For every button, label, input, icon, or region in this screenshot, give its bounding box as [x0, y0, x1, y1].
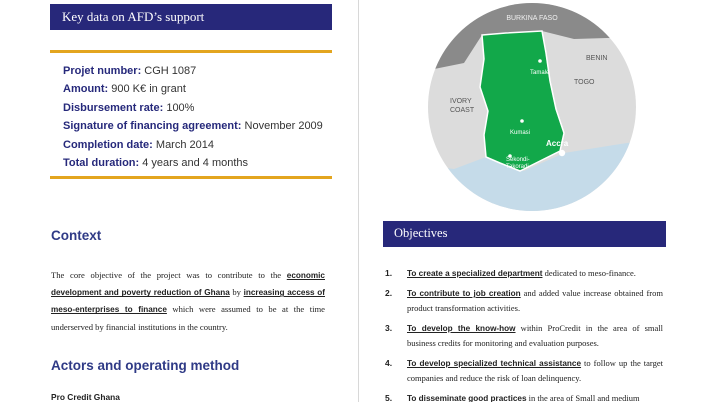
objective-item	[383, 391, 663, 402]
keydata-list	[63, 62, 323, 172]
context-text: The core objective of the project was to contribute to the	[51, 270, 287, 280]
objective-text: within ProCredit in the area of small business credits for monitoring and evaluation purposes.	[407, 323, 663, 348]
objective-number: 5.	[385, 393, 393, 402]
keydata-value: March 2014	[152, 138, 214, 151]
kumasi-dot	[520, 119, 524, 123]
objective-text: and added value increase obtained from product transformation activities.	[407, 288, 664, 313]
objective-emphasis: To develop the know-how	[407, 324, 516, 333]
label-kumasi: Kumasi	[510, 130, 531, 136]
objective-item	[383, 266, 663, 281]
objective-text: in the area of Small and medium	[526, 393, 640, 402]
keydata-label: Disbursement rate:	[63, 101, 164, 114]
keydata-value: 900 K€ in grant	[108, 83, 186, 96]
keydata-label: Amount:	[63, 83, 109, 96]
objective-text: to follow up the target companies and reduce the risk of loan delinquency.	[407, 358, 663, 383]
objective-item	[383, 286, 663, 316]
label-takoradi: Takoradi	[506, 164, 529, 170]
objective-item	[383, 356, 663, 386]
label-sekondi: Sekondi-	[506, 157, 530, 163]
tamale-dot	[538, 59, 542, 63]
objective-emphasis: To create a specialized department	[407, 269, 543, 278]
keydata-item	[63, 62, 323, 80]
objective-number: 1.	[385, 268, 393, 278]
label-tamale: Tamale	[530, 70, 550, 76]
objective-number: 4.	[385, 358, 393, 368]
context-title: Context	[51, 228, 102, 243]
keydata-item	[63, 80, 323, 98]
keydata-value: CGH 1087	[141, 65, 197, 77]
keydata-value: 4 years and 4 months	[139, 157, 249, 170]
context-text: by	[229, 287, 244, 298]
label-burkina: BURKINA FASO	[506, 15, 558, 22]
label-togo: TOGO	[574, 79, 595, 86]
objectives-header: Objectives	[383, 221, 666, 247]
label-accra: Accra	[546, 139, 569, 148]
context-emphasis: economic development and poverty reduction of Ghana	[51, 271, 325, 298]
objective-emphasis: To develop specialized technical assistance	[407, 359, 582, 368]
gold-rule-top	[50, 50, 332, 53]
keydata-label: Completion date:	[63, 138, 153, 151]
objective-emphasis: To contribute to job creation	[407, 289, 521, 298]
objectives-list	[383, 266, 663, 402]
accra-dot	[559, 150, 565, 156]
keydata-header: Key data on AFD’s support	[50, 4, 332, 30]
keydata-value: November 2009	[241, 120, 323, 133]
objective-item	[383, 321, 663, 351]
objective-number: 2.	[385, 288, 393, 298]
context-paragraph	[51, 267, 325, 336]
objective-emphasis: To disseminate good practices	[407, 394, 527, 402]
objective-text: dedicated to meso-finance.	[542, 268, 636, 278]
keydata-value: 100%	[163, 101, 195, 114]
column-divider	[358, 0, 359, 402]
label-ivory: IVORY	[450, 98, 472, 105]
label-benin: BENIN	[586, 55, 608, 62]
keydata-label: Total duration:	[63, 157, 140, 170]
actors-title: Actors and operating method	[51, 358, 240, 373]
keydata-item	[63, 136, 323, 154]
keydata-item	[63, 154, 323, 172]
ghana-map-svg	[424, 1, 640, 213]
gold-rule-bottom	[50, 176, 332, 179]
label-coast: COAST	[450, 107, 475, 114]
keydata-label: Signature of financing agreement:	[63, 120, 242, 133]
actors-subtitle: Pro Credit Ghana	[51, 392, 120, 402]
keydata-item	[63, 99, 323, 117]
context-text: which were assumed to be at the time underserved by financial institutions in the country.	[51, 304, 325, 332]
keydata-item	[63, 117, 323, 135]
keydata-label: Projet number:	[63, 65, 142, 77]
objective-number: 3.	[385, 323, 393, 333]
context-emphasis: increasing access of meso-enterprises to finance	[51, 288, 326, 315]
ghana-map	[424, 1, 640, 213]
